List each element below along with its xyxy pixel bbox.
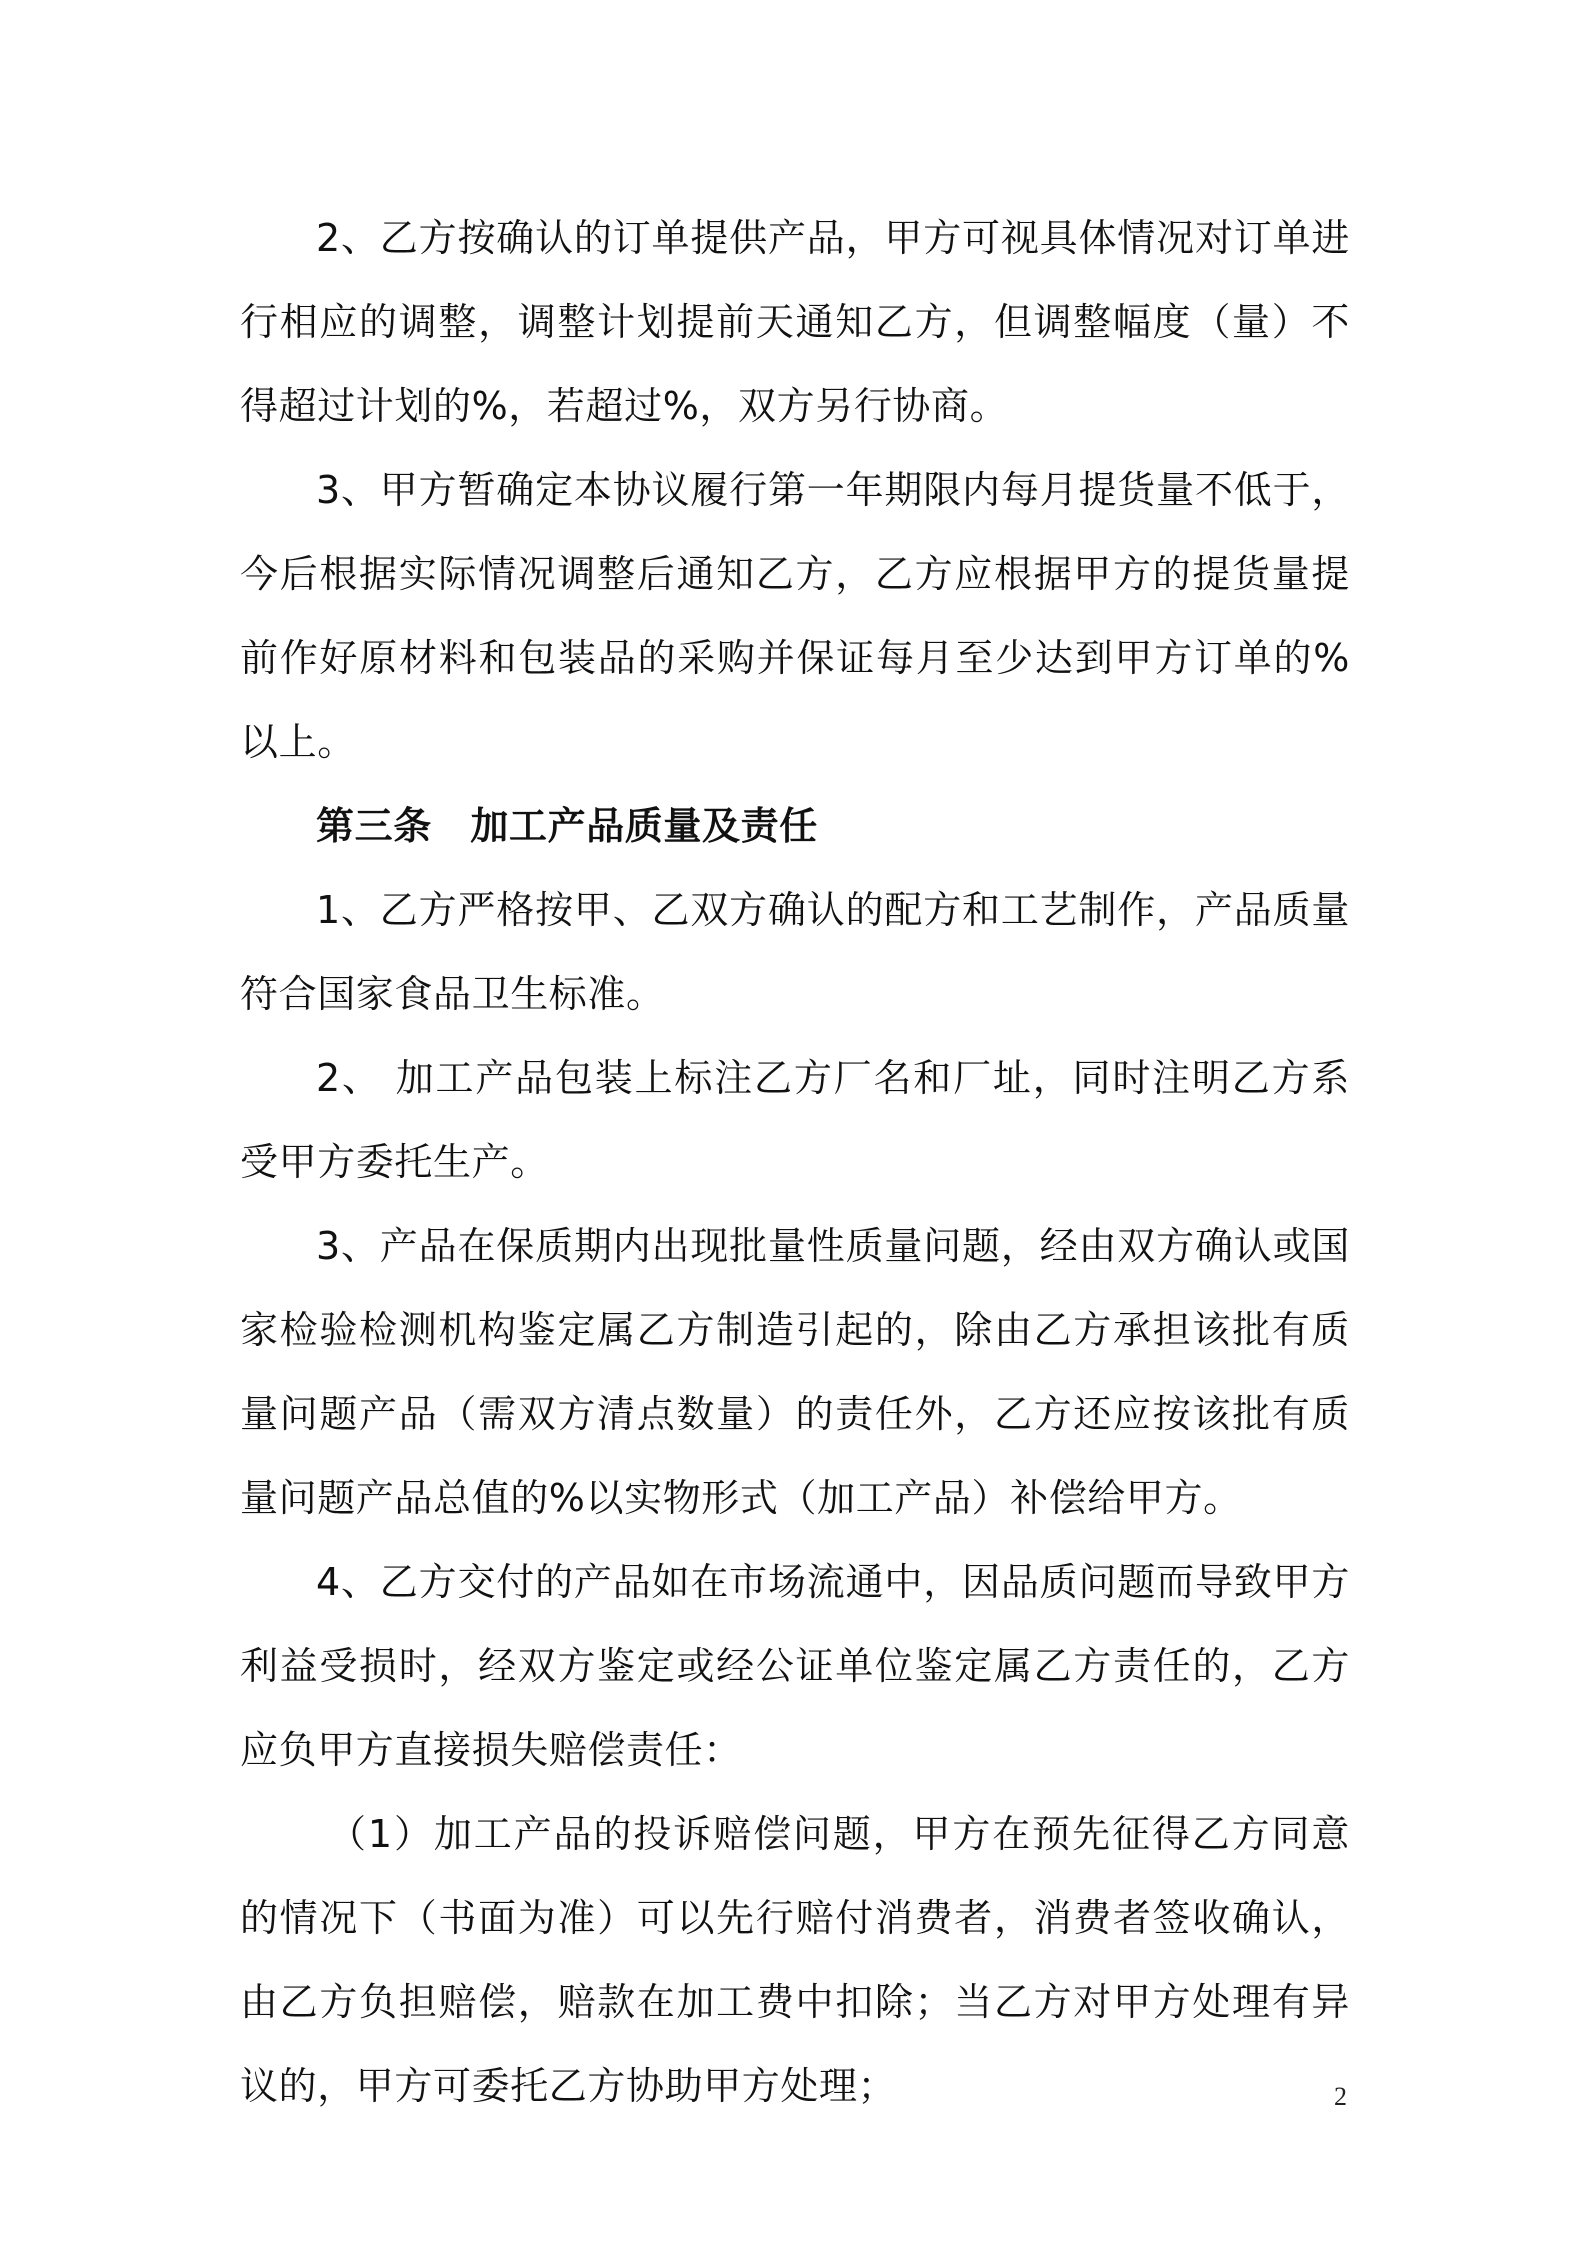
document-body — [240, 196, 1350, 2128]
paragraph-order-adjustment: 2、乙方按确认的订单提供产品，甲方可视具体情况对订单进行相应的调整，调整计划提前天通知乙方，但调整幅度（量）不得超过计划的%，若超过%，双方另行协商。 — [240, 216, 1350, 428]
paragraph-packaging-label: 2、 加工产品包装上标注乙方厂名和厂址，同时注明乙方系受甲方委托生产。 — [240, 1056, 1350, 1184]
paragraph-batch-quality-issue: 3、产品在保质期内出现批量性质量问题，经由双方确认或国家检验检测机构鉴定属乙方制造引起的，除由乙方承担该批有质量问题产品（需双方清点数量）的责任外，乙方还应按该批有质量问题产品总值的%以实物形式（加工产品）补偿给甲方。 — [240, 1224, 1350, 1520]
paragraph-market-damage: 4、乙方交付的产品如在市场流通中，因品质问题而导致甲方利益受损时，经双方鉴定或经公证单位鉴定属乙方责任的，乙方应负甲方直接损失赔偿责任： — [240, 1560, 1350, 1772]
paragraph-quality-standard: 1、乙方严格按甲、乙双方确认的配方和工艺制作，产品质量符合国家食品卫生标准。 — [240, 888, 1350, 1016]
section-heading: 第三条 加工产品质量及责任 — [316, 804, 818, 848]
paragraph-complaint-compensation: （1）加工产品的投诉赔偿问题，甲方在预先征得乙方同意的情况下（书面为准）可以先行赔付消费者，消费者签收确认，由乙方负担赔偿，赔款在加工费中扣除；当乙方对甲方处理有异议的，甲方可委托乙方协助甲方处理； — [240, 1812, 1350, 2108]
page-number: 2 — [1334, 2082, 1347, 2111]
paragraph-monthly-volume: 3、甲方暂确定本协议履行第一年期限内每月提货量不低于，今后根据实际情况调整后通知乙方，乙方应根据甲方的提货量提前作好原材料和包装品的采购并保证每月至少达到甲方订单的%以上。 — [240, 468, 1350, 764]
